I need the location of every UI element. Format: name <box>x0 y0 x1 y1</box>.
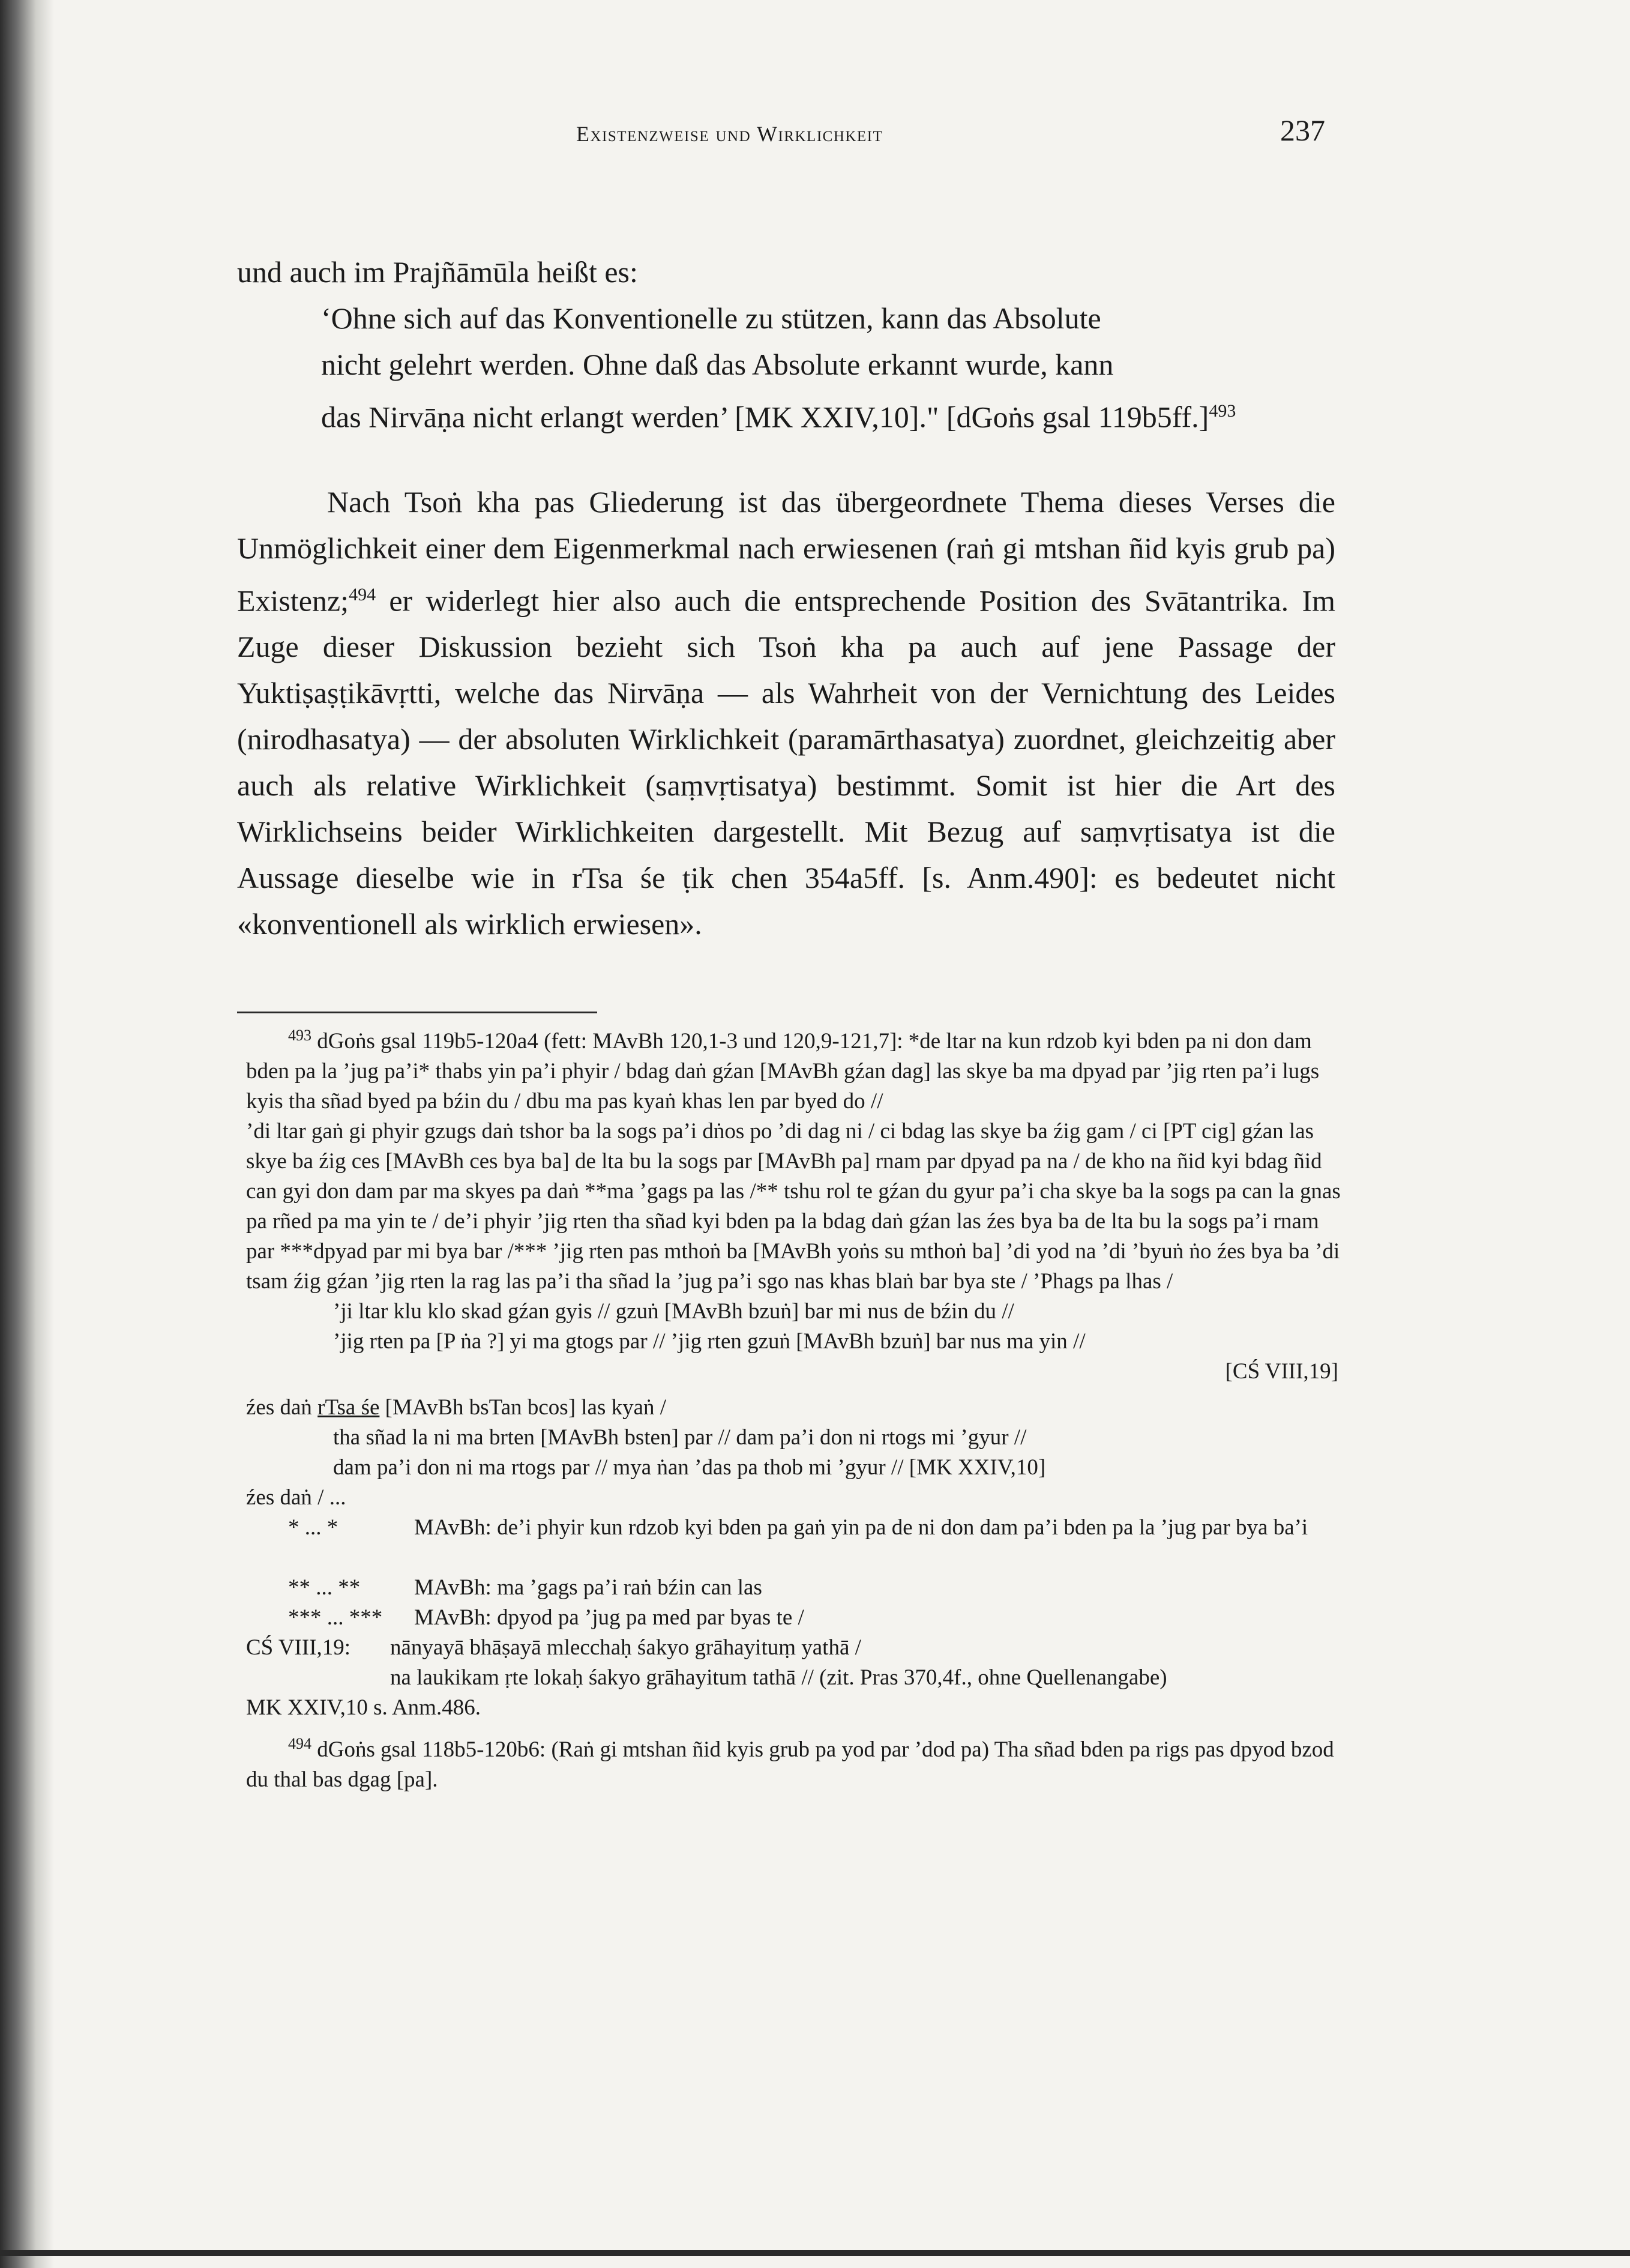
footnote-493-p2: ’di ltar gaṅ gi phyir gzugs daṅ tshor ba la sogs pa’i dṅos po ’di dag ni / ci bdag las skye ba źig gam / ci [PT cig] gźan las skye ba źig ces [MAvBh ces bya ba] de lta bu la sogs par [MAvBh pa] rnam par dpyad pa na / de kho na ñid kyi bdag ñid can gyi don dam par ma skyes pa daṅ **ma ’gags pa las /** tshu rol te gźan du gyur pa’i cha skye ba la sogs pa can la gnas pa rñed pa ma yin te / de’i phyir ’jig rten tha sñad kyi bden pa la bdag daṅ gźan las źes bya ba de lta bu la sogs pa’i rnam par ***dpyad par mi bya bar /*** ’jig rten pas mthoṅ ba [MAvBh yoṅs su mthoṅ ba] ’di yod na ’di ’byuṅ ṅo źes bya ba ’di tsam źig gźan ’jig rten la rag las pa’i tha sñad la ’jug pa’i sgo nas khas blaṅ bar bya ste / ’Phags pa lhas / <box>246 1119 1341 1294</box>
footnote-ref-493: 493 <box>1209 401 1236 421</box>
quote-line-1: ‘Ohne sich auf das Konventionelle zu stützen, kann das Absolute <box>321 301 1101 335</box>
quote-line-3-text: das Nirvāṇa nicht erlangt werden’ [MK XXIV,10]." [dGoṅs gsal 119b5ff.] <box>321 400 1209 434</box>
cs-citation-key: CŚ VIII,19: <box>246 1635 351 1660</box>
mk-reference-line: MK XXIV,10 s. Anm.486. <box>246 1695 481 1720</box>
footnote-separator <box>237 1012 597 1013</box>
variant-value-2: MAvBh: ma ’gags pa’i raṅ bźin can las <box>414 1575 762 1600</box>
footnote-493-number: 493 <box>288 1027 311 1044</box>
variant-key-2: ** ... ** <box>288 1575 361 1600</box>
variant-row-2 <box>246 1573 1344 1603</box>
quote-line-3 <box>321 388 1335 441</box>
intro-line: und auch im Prajñāmūla heißt es: <box>237 255 638 289</box>
book-binding-shadow <box>0 0 54 2268</box>
variant-value-1: MAvBh: de’i phyir kun rdzob kyi bden pa gaṅ yin pa de ni don dam pa’i bden pa la ’jug par bya ba’i <box>414 1515 1308 1540</box>
zes-dan-text: źes daṅ <box>246 1395 318 1420</box>
footnote-493-p1-text: dGoṅs gsal 119b5-120a4 (fett: MAvBh 120,1-3 und 120,9-121,7]: *de ltar na kun rdzob kyi bden pa ni don dam bden pa la ’jug pa’i* thabs yin pa’i phyir / bdag daṅ gźan [MAvBh gźan dag] las skye ba ma dpyad par ’jig rten pa’i lugs kyis tha sñad byed pa bźin du / dbu ma pas kyaṅ khas len par byed do // <box>246 1029 1320 1114</box>
page-header <box>576 113 1356 161</box>
main-paragraph <box>237 479 1335 948</box>
footnote-493-zes-line-2: źes daṅ / ... <box>246 1485 346 1510</box>
variant-row-1 <box>246 1513 1344 1573</box>
footnote-493-verse-4: dam pa’i don ni ma rtogs par // mya ṅan ’das pa thob mi ’gyur // [MK XXIV,10] <box>333 1455 1046 1480</box>
cs-citation-line-1: nānyayā bhāṣayā mlecchaḥ śakyo grāhayituṃ yathā / <box>390 1635 861 1660</box>
footnote-493-p1 <box>246 1021 1344 1117</box>
variant-key-1: * ... * <box>288 1515 338 1540</box>
main-paragraph-part-b: er widerlegt hier also auch die entsprechende Position des Svātantrika. Im Zuge dieser Diskussion bezieht sich Tsoṅ kha pa auch auf jene Passage der Yuktiṣaṣṭikāvṛtti, welche das Nirvāṇa — als Wahrheit von der Vernichtung des Leides (nirodhasatya) — der absoluten Wirklichkeit (paramārthasatya) zuordnet, gleichzeitig aber auch als relative Wirklichkeit (saṃvṛtisatya) bestimmt. Somit ist hier die Art des Wirklichseins beider Wirklichkeiten dargestellt. Mit Bezug auf saṃvṛtisatya ist die Aussage dieselbe wie in rTsa śe ṭik chen 354a5ff. [s. Anm.490]: es bedeutet nicht «konventionell als wirklich erwiesen». <box>237 584 1335 941</box>
variant-key-3: *** ... *** <box>288 1605 383 1630</box>
footnote-493-verse-1: ’ji ltar klu klo skad gźan gyis // gzuṅ [MAvBh bzuṅ] bar mi nus de bźin du // <box>333 1299 1014 1324</box>
zes-dan-rest: [MAvBh bsTan bcos] las kyaṅ / <box>379 1395 667 1420</box>
bottom-scan-edge <box>0 2250 1630 2256</box>
footnote-ref-494: 494 <box>349 584 376 605</box>
variant-row-3 <box>246 1603 1344 1633</box>
footnotes <box>246 1021 1344 1795</box>
variant-value-3: MAvBh: dpyod pa ’jug pa med par byas te / <box>414 1605 804 1630</box>
cs-citation-line-2: na laukikam ṛte lokaḥ śakyo grāhayitum tathā // (zit. Pras 370,4f., ohne Quellenangabe) <box>390 1665 1167 1690</box>
page-number: 237 <box>1280 113 1325 147</box>
footnote-493-verse-3: tha sñad la ni ma brten [MAvBh bsten] par // dam pa’i don ni rtogs mi ’gyur // <box>333 1425 1027 1450</box>
main-paragraph-part-a: Nach Tsoṅ kha pas Gliederung ist das übergeordnete Thema dieses Verses die Unmöglichkeit einer dem Eigenmerkmal nach erwiesenen (raṅ gi mtshan ñid kyis grub pa) Existenz; <box>237 484 1335 618</box>
quote-line-2: nicht gelehrt werden. Ohne daß das Absolute erkannt wurde, kann <box>321 348 1114 381</box>
cs-citation-text <box>390 1633 1167 1693</box>
footnote-493-zes-line-1 <box>246 1393 1344 1423</box>
footnote-493-ref-cs: [CŚ VIII,19] <box>1225 1359 1338 1384</box>
footnote-494 <box>246 1729 1344 1795</box>
main-text <box>237 249 1335 947</box>
footnote-493-verse-2: ’jig rten pa [P ṅa ?] yi ma gtogs par // ’jig rten gzuṅ [MAvBh bzuṅ] bar nus ma yin // <box>333 1329 1086 1354</box>
footnote-494-number: 494 <box>288 1735 311 1752</box>
cs-citation <box>246 1633 1344 1693</box>
rtsa-se-underlined: rTsa śe <box>317 1395 380 1420</box>
running-title: Existenzweise und Wirklichkeit <box>576 122 883 146</box>
footnote-494-text: dGoṅs gsal 118b5-120b6: (Raṅ gi mtshan ñid kyis grub pa yod par ’dod pa) Tha sñad bden pa rigs pas dpyod bzod du thal bas dgag [pa]. <box>246 1737 1334 1792</box>
